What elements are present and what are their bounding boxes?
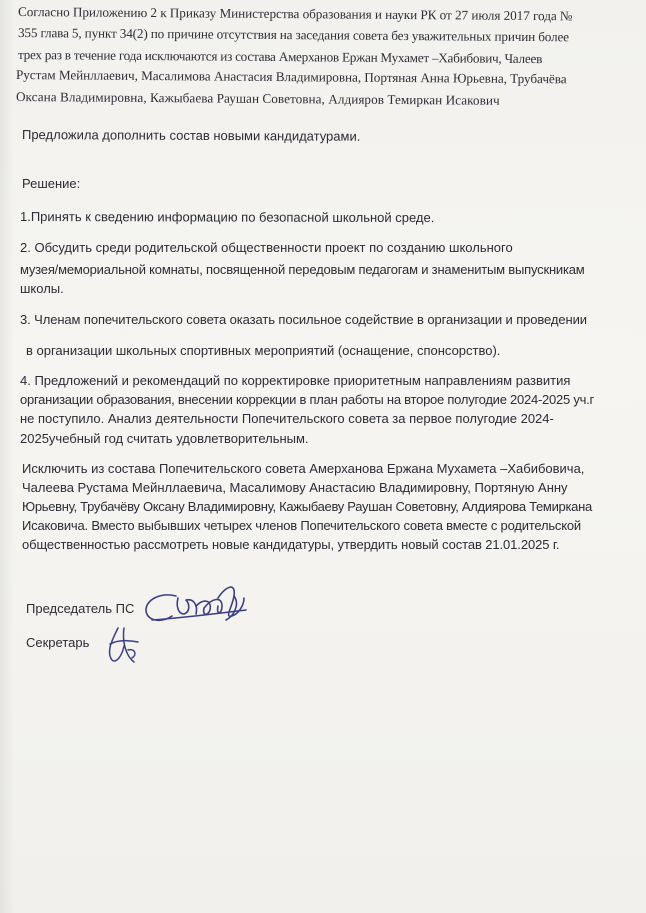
item-4-line-3: не поступило. Анализ деятельности Попечительского совета за первое полугодие 2024-	[20, 411, 554, 426]
header-line-2: 355 глава 5, пункт 34(2) по причине отсутствия на заседания совета без уважительных причин более	[17, 25, 569, 45]
chair-label: Председатель ПС	[26, 601, 135, 616]
exclusion-line-4: Исаковича. Вместо выбывших четырех членов Попечительского совета вместе с родительской	[22, 518, 581, 533]
exclusion-line-2: Чалеева Рустама Мейнллаевича, Масалимову Анастасию Владимировну, Портяную Анну	[22, 480, 568, 495]
secretary-label: Секретарь	[26, 635, 90, 650]
exclusion-line-5: общественностью рассмотреть новые кандидатуры, утвердить новый состав 21.01.2025 г.	[22, 537, 560, 552]
header-line-5: Оксана Владимировна, Кажыбаева Раушан Советовна, Алдияров Темиркан Исакович	[15, 89, 500, 108]
exclusion-line-1: Исключить из состава Попечительского совета Амерханова Ержана Мухамета –Хабибовича,	[22, 461, 585, 476]
header-line-1: Согласно Приложению 2 к Приказу Министерства образования и науки РК от 27 июля 2017 года №	[17, 4, 573, 24]
page-left-edge-shadow	[0, 0, 14, 913]
item-4-line-2: организации образования, внесении коррекции в план работы на второе полугодие 2024-2025 уч.г	[20, 392, 594, 407]
header-line-4: Рустам Мейнллаевич, Масалимова Анастасия Владимировна, Портяная Анна Юрьевна, Трубачёва	[15, 67, 567, 87]
item-2-line-1: 2. Обсудить среди родительской общественности проект по созданию школьного	[20, 240, 513, 255]
decision-item-1: 1.Принять к сведению информацию по безопасной школьной среде.	[19, 209, 435, 226]
item-4-line-4: 2025учебный год считать удовлетворительным.	[20, 431, 309, 446]
item-3-line-2: в организации школьных спортивных мероприятий (оснащение, спонсорство).	[26, 343, 501, 358]
decision-title: Решение:	[22, 176, 81, 191]
item-2-line-2: музея/мемориальной комнаты, посвященной передовым педагогам и знаменитым выпускникам	[20, 262, 585, 277]
secretary-signature	[110, 628, 138, 662]
item-3-line-1: 3. Членам попечительского совета оказать посильное содействие в организации и проведении	[20, 312, 587, 327]
header-line-3: трех раз в течение года исключаются из состава Амерханов Ержан Мухамет –Хабибович, Чалеев	[17, 47, 543, 67]
proposal-text: Предложила дополнить состав новыми кандидатурами.	[21, 127, 361, 144]
chair-signature	[146, 587, 246, 620]
item-4-line-1: 4. Предложений и рекомендаций по корректировке приоритетным направлениям развития	[20, 373, 571, 388]
item-2-line-3: школы.	[20, 281, 64, 296]
exclusion-line-3: Юрьевну, Трубачёву Оксану Владимировну, Кажыбаеву Раушан Советовну, Алдиярова Темиркана	[22, 499, 592, 514]
